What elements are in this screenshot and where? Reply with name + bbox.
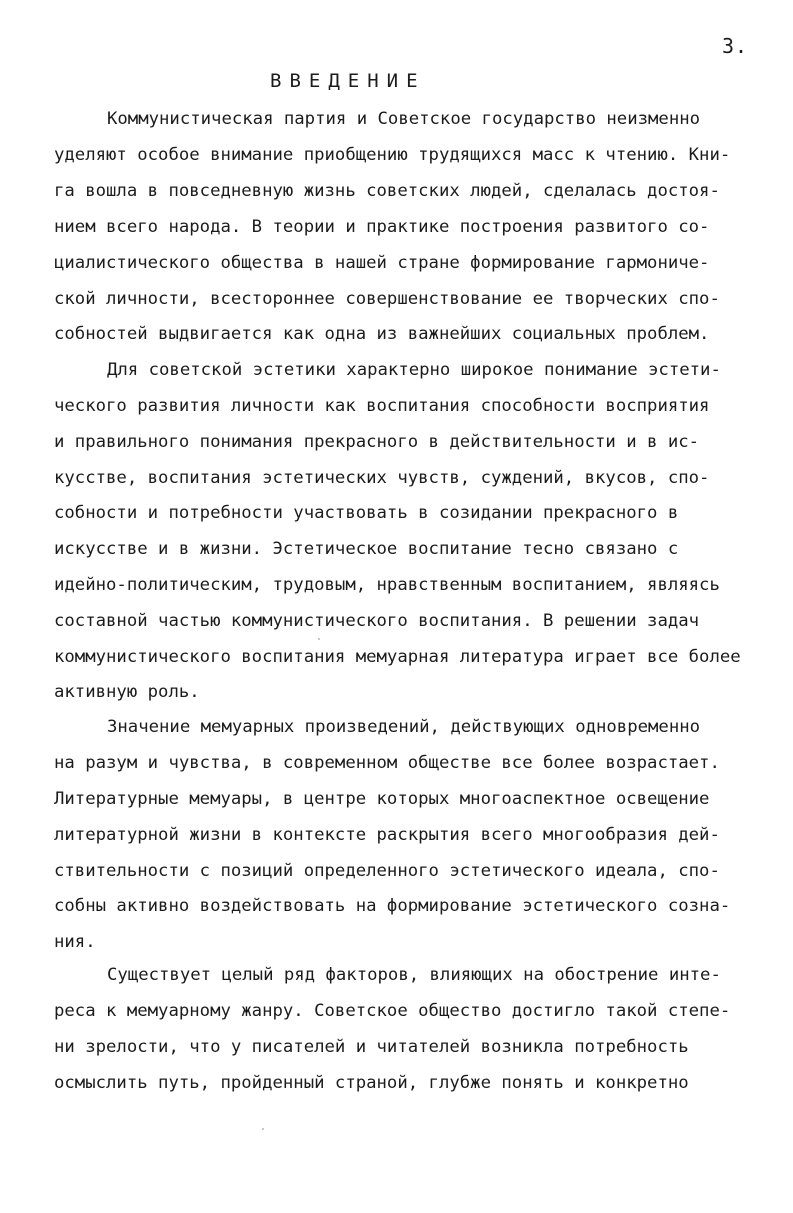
text-line: га вошла в повседневную жизнь советских людей, сделалась достоя- xyxy=(54,181,720,201)
text-line: и правильного понимания прекрасного в действительности и в ис- xyxy=(54,432,700,452)
text-line: составной частью коммунистического воспитания. В решении задач xyxy=(54,611,700,631)
text-line: нием всего народа. В теории и практике построения развитого со- xyxy=(54,217,710,237)
text-line: ской личности, всестороннее совершенствование ее творческих спо- xyxy=(54,289,720,309)
text-line: ния. xyxy=(54,932,96,952)
text-line: Для советской эстетики характерно широкое понимание эстети- xyxy=(107,360,721,380)
text-line: на разум и чувства, в современном обществе все более возрастает. xyxy=(54,753,720,773)
paper-speck xyxy=(262,1128,264,1130)
text-line: Существует целый ряд факторов, влияющих на обострение инте- xyxy=(107,965,721,985)
text-line: ствительности с позиций определенного эстетического идеала, спо- xyxy=(54,861,720,881)
text-line: циалистического общества в нашей стране формирование гармониче- xyxy=(54,253,710,273)
text-line: осмыслить путь, пройденный страной, глубже понять и конкретно xyxy=(54,1073,689,1093)
text-line: собностей выдвигается как одна из важнейших социальных проблем. xyxy=(54,324,710,344)
text-line: ни зрелости, что у писателей и читателей возникла потребность xyxy=(54,1037,689,1057)
text-line: активную роль. xyxy=(54,682,200,702)
text-line: уделяют особое внимание приобщению трудящихся масс к чтению. Кни- xyxy=(54,145,731,165)
page-number: 3. xyxy=(722,34,749,58)
text-line: литературной жизни в контексте раскрытия всего многообразия дей- xyxy=(54,825,720,845)
text-line: ческого развития личности как воспитания способности восприятия xyxy=(54,396,710,416)
text-line: кусстве, воспитания эстетических чувств, суждений, вкусов, спо- xyxy=(54,468,710,488)
text-line: идейно-политическим, трудовым, нравственным воспитанием, являясь xyxy=(54,575,720,595)
page-title: ВВЕДЕНИЕ xyxy=(270,70,426,92)
text-line: Коммунистическая партия и Советское государство неизменно xyxy=(107,109,701,129)
text-line: собны активно воздействовать на формирование эстетического созна- xyxy=(54,896,731,916)
text-line: коммунистического воспитания мемуарная литература играет все более xyxy=(54,647,741,667)
text-line: реса к мемуарному жанру. Советское общество достигло такой степе- xyxy=(54,1001,731,1021)
paper-speck xyxy=(318,638,320,640)
text-line: искусстве и в жизни. Эстетическое воспитание тесно связано с xyxy=(54,539,679,559)
text-line: Литературные мемуары, в центре которых многоаспектное освещение xyxy=(54,789,710,809)
text-line: собности и потребности участвовать в созидании прекрасного в xyxy=(54,503,679,523)
text-line: Значение мемуарных произведений, действующих одновременно xyxy=(107,717,701,737)
